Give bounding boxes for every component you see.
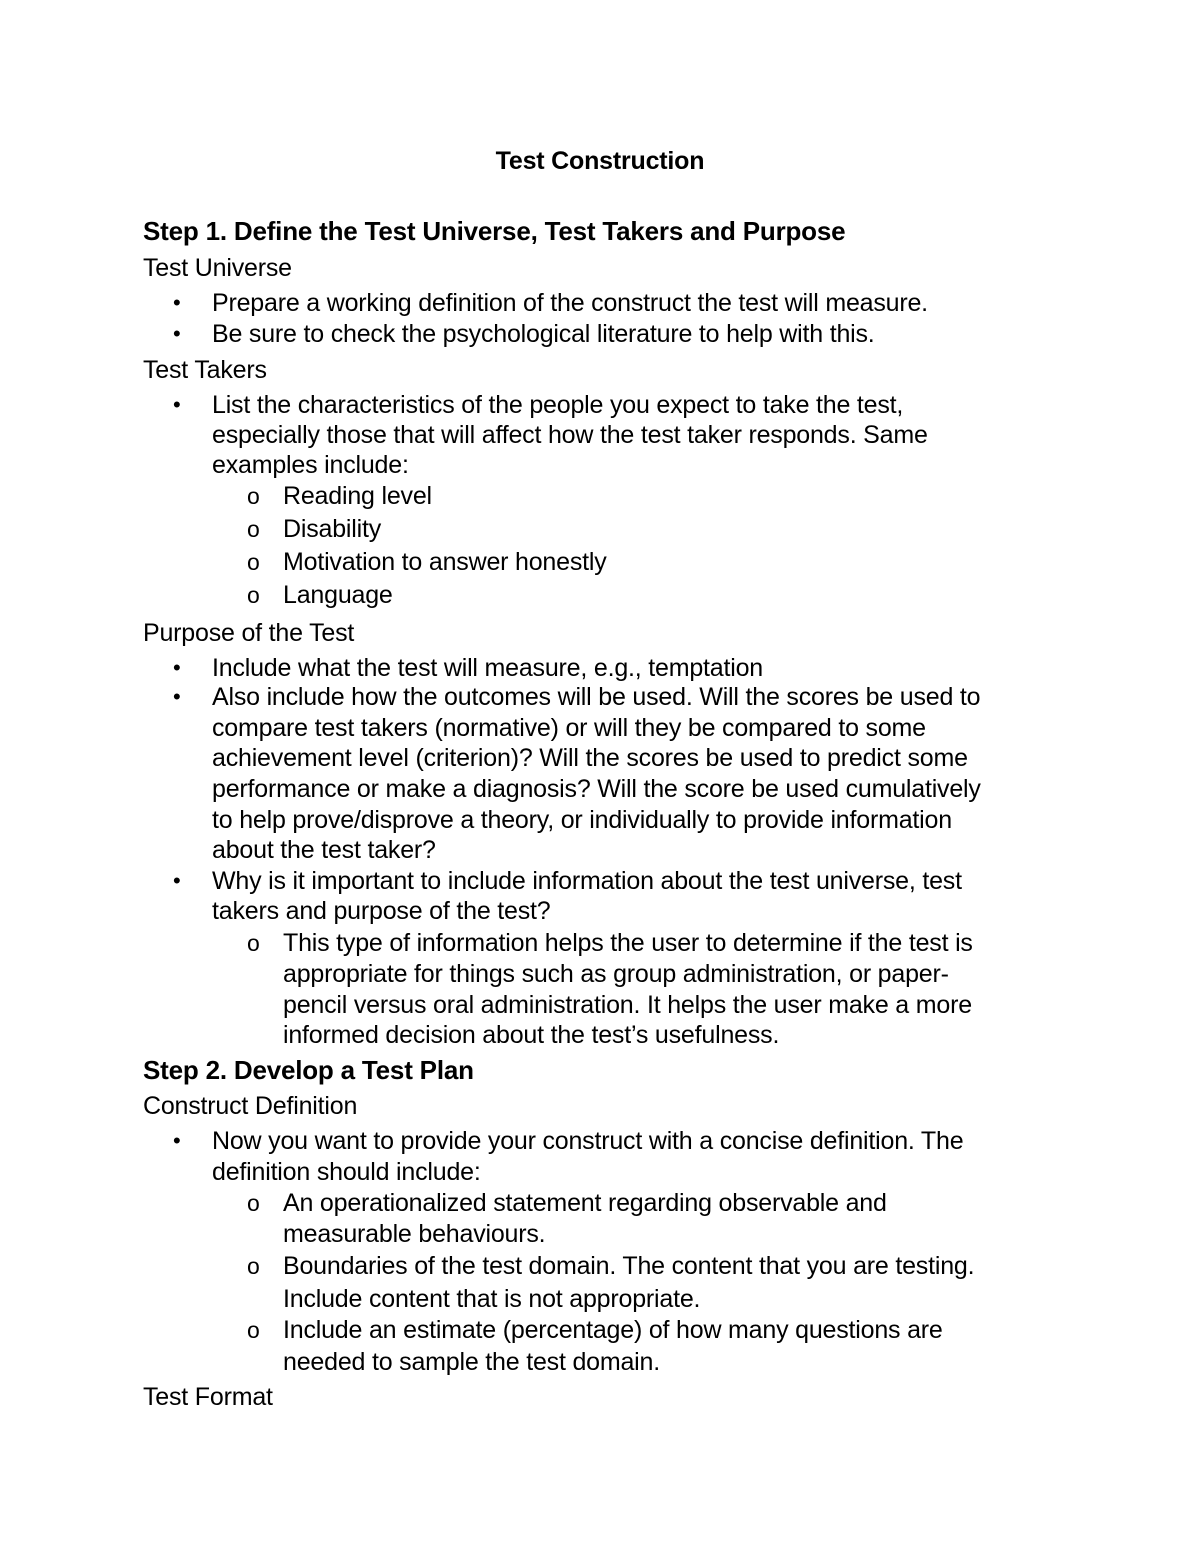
test-universe-label: Test Universe [143, 254, 292, 282]
test-universe-bullet-2: Be sure to check the psychological literature to help with this. [212, 320, 875, 348]
test-takers-label: Test Takers [143, 356, 267, 384]
purpose-bullet-2-line-4: performance or make a diagnosis? Will the score be used cumulatively [212, 775, 981, 803]
construct-bullet-line-1: Now you want to provide your construct with a concise definition. The [212, 1127, 964, 1155]
circle-marker: o [247, 1190, 260, 1216]
document-title: Test Construction [495, 147, 705, 175]
test-takers-subitem-4: Language [283, 581, 393, 609]
circle-marker: o [247, 516, 260, 542]
construct-definition-label: Construct Definition [143, 1092, 358, 1120]
circle-marker: o [247, 1253, 260, 1279]
test-takers-subitem-2: Disability [283, 515, 382, 543]
construct-sub-1-line-2: measurable behaviours. [283, 1220, 546, 1248]
construct-sub-2-line-2: Include content that is not appropriate. [283, 1285, 701, 1313]
test-universe-bullet-1: Prepare a working definition of the construct the test will measure. [212, 289, 928, 317]
step1-heading: Step 1. Define the Test Universe, Test Takers and Purpose [143, 216, 846, 246]
bullet-marker: • [173, 684, 181, 709]
circle-marker: o [247, 930, 260, 956]
purpose-bullet-3-line-1: Why is it important to include information about the test universe, test [212, 867, 962, 895]
purpose-label: Purpose of the Test [143, 619, 355, 647]
test-format-label: Test Format [143, 1383, 273, 1411]
test-takers-bullet-line-3: examples include: [212, 451, 409, 479]
construct-bullet-line-2: definition should include: [212, 1158, 481, 1186]
purpose-sub-line-3: pencil versus oral administration. It helps the user make a more [283, 991, 972, 1019]
purpose-sub-line-2: appropriate for things such as group administration, or paper- [283, 960, 949, 988]
purpose-bullet-2-line-2: compare test takers (normative) or will they be compared to some [212, 714, 926, 742]
bullet-marker: • [173, 290, 181, 315]
circle-marker: o [247, 549, 260, 575]
bullet-marker: • [173, 321, 181, 346]
purpose-bullet-3-line-2: takers and purpose of the test? [212, 897, 551, 925]
bullet-marker: • [173, 392, 181, 417]
construct-sub-2-line-1: Boundaries of the test domain. The content that you are testing. [283, 1252, 975, 1280]
purpose-sub-line-1: This type of information helps the user to determine if the test is [283, 929, 973, 957]
construct-sub-3-line-1: Include an estimate (percentage) of how many questions are [283, 1316, 943, 1344]
purpose-bullet-2-line-1: Also include how the outcomes will be used. Will the scores be used to [212, 683, 981, 711]
circle-marker: o [247, 483, 260, 509]
purpose-bullet-2-line-3: achievement level (criterion)? Will the scores be used to predict some [212, 744, 968, 772]
step2-heading: Step 2. Develop a Test Plan [143, 1055, 474, 1085]
construct-sub-3-line-2: needed to sample the test domain. [283, 1348, 660, 1376]
test-takers-subitem-3: Motivation to answer honestly [283, 548, 607, 576]
test-takers-subitem-1: Reading level [283, 482, 432, 510]
purpose-bullet-2-line-5: to help prove/disprove a theory, or individually to provide information [212, 806, 952, 834]
bullet-marker: • [173, 1128, 181, 1153]
test-takers-bullet-line-2: especially those that will affect how the test taker responds. Same [212, 421, 928, 449]
purpose-bullet-2-line-6: about the test taker? [212, 836, 436, 864]
test-takers-bullet-line-1: List the characteristics of the people you expect to take the test, [212, 391, 904, 419]
circle-marker: o [247, 582, 260, 608]
purpose-bullet-1: Include what the test will measure, e.g., temptation [212, 654, 764, 682]
bullet-marker: • [173, 868, 181, 893]
bullet-marker: • [173, 655, 181, 680]
purpose-sub-line-4: informed decision about the test’s usefulness. [283, 1021, 780, 1049]
circle-marker: o [247, 1317, 260, 1343]
construct-sub-1-line-1: An operationalized statement regarding observable and [283, 1189, 887, 1217]
